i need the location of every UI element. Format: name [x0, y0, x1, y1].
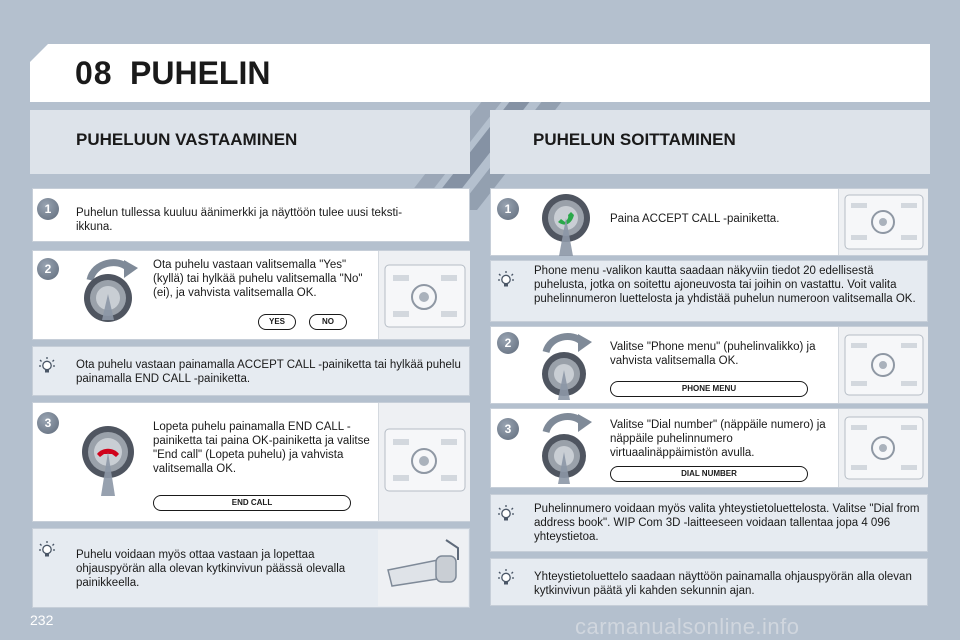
center-console-icon [838, 189, 928, 255]
right-step2-text: Valitse "Phone menu" (puhelinvalikko) ja vahvista valitsemalla OK. [610, 341, 816, 367]
left-info1-text: Ota puhelu vastaan painamalla ACCEPT CALL -painiketta tai hylkää puhelu painamalla END CALL -painiketta. [76, 359, 461, 385]
page-number: 232 [30, 612, 54, 628]
rotary-knob-icon [78, 254, 142, 330]
left-step3-text: Lopeta puhelu painamalla END CALL -painiketta tai paina OK-painiketta ja valitse "End call" (Lopeta puhelu) ja vahvista valitsemalla OK. [153, 421, 370, 475]
rotary-knob-icon [536, 410, 598, 486]
steering-stalk-icon [378, 530, 468, 606]
accept-call-icon [538, 192, 594, 258]
step-badge: 1 [37, 198, 59, 220]
end-call-icon [80, 422, 136, 498]
right-step1-text: Paina ACCEPT CALL -painiketta. [610, 213, 780, 225]
lightbulb-icon [38, 540, 56, 558]
dial-number-button[interactable]: DIAL NUMBER [610, 466, 808, 482]
lightbulb-icon [497, 504, 515, 522]
right-info3-text: Yhteystietoluettelo saadaan näyttöön painamalla ohjauspyörän alla olevan kytkinvivun päätä yli kahden sekunnin ajan. [534, 571, 912, 597]
no-button[interactable]: NO [309, 314, 347, 330]
step-badge: 1 [497, 198, 519, 220]
right-info2-text: Puhelinnumero voidaan myös valita yhteystietoluettelosta. Valitse "Dial from address book". WIP Com 3D -laitteeseen voidaan tallentaa jopa 4 096 yhteystietoa. [534, 503, 920, 543]
center-console-icon [378, 403, 470, 521]
step-badge: 3 [497, 418, 519, 440]
end-call-button[interactable]: END CALL [153, 495, 351, 511]
chapter-title: PUHELIN [130, 55, 271, 91]
watermark: carmanualsonline.info [575, 614, 800, 639]
phone-menu-button[interactable]: PHONE MENU [610, 381, 808, 397]
lightbulb-icon [497, 270, 515, 288]
lightbulb-icon [497, 568, 515, 586]
lightbulb-icon [38, 356, 56, 374]
right-step3-text: Valitse "Dial number" (näppäile numero) ja näppäile puhelinnumero virtuaalinäppäimistön avulla. [610, 419, 826, 459]
center-console-icon [838, 409, 928, 487]
left-step2-text: Ota puhelu vastaan valitsemalla "Yes" (kyllä) tai hylkää puhelu valitsemalla "No" (ei), ja vahvista valitsemalla OK. [153, 259, 363, 299]
left-step1-text: Puhelun tullessa kuuluu äänimerkki ja näyttöön tulee uusi teksti-ikkuna. [76, 207, 403, 233]
header-corner [30, 44, 48, 62]
section-title-calling: PUHELUN SOITTAMINEN [533, 130, 736, 149]
step-badge: 3 [37, 412, 59, 434]
yes-button[interactable]: YES [258, 314, 296, 330]
rotary-knob-icon [536, 330, 598, 402]
step-badge: 2 [37, 258, 59, 280]
center-console-icon [838, 327, 928, 403]
chapter-number: 08 [75, 55, 113, 91]
left-info2-text: Puhelu voidaan myös ottaa vastaan ja lopettaa ohjauspyörän alla olevan kytkinvivun päässä olevalla painikkeella. [76, 549, 346, 589]
step-badge: 2 [497, 332, 519, 354]
center-console-icon [378, 251, 470, 339]
right-info1-text: Phone menu -valikon kautta saadaan näkyviin tiedot 20 edellisestä puhelusta, jotka on soitettu ajoneuvosta tai joihin on vastattu. Voit valita puhelinnumeron luettelosta ja yhdistää puhelun numeroon valitsemalla OK. [534, 265, 916, 305]
section-title-answering: PUHELUUN VASTAAMINEN [76, 130, 298, 149]
